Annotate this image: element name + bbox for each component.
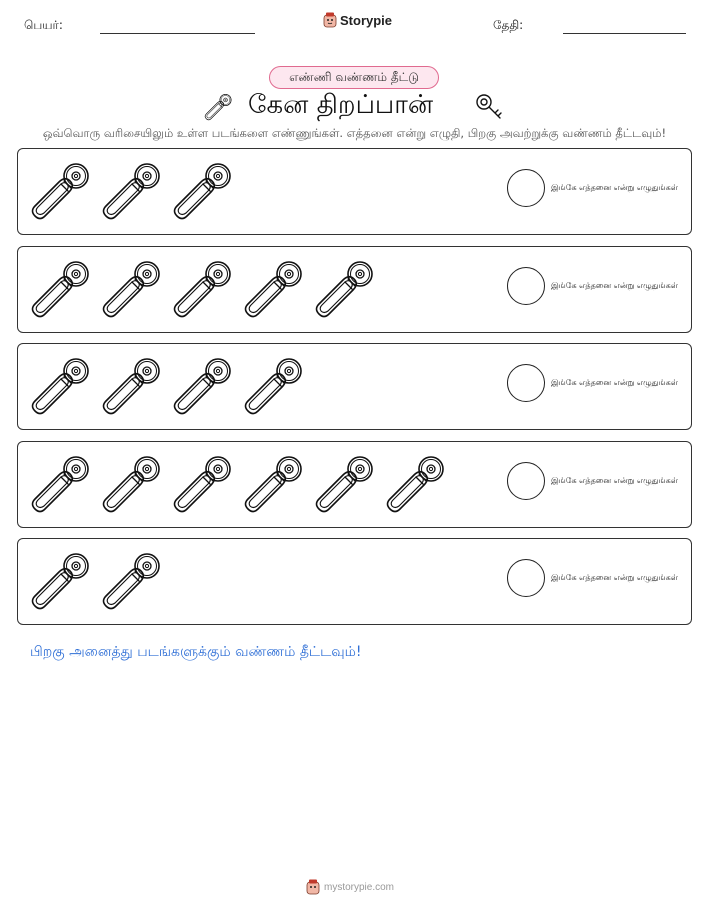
can-opener-icon[interactable] <box>241 354 305 418</box>
row-pictures <box>28 354 312 420</box>
name-field-line[interactable] <box>100 33 255 34</box>
can-opener-icon[interactable] <box>28 159 92 223</box>
counting-row <box>17 343 692 430</box>
answer-circle[interactable] <box>507 267 545 305</box>
can-opener-icon[interactable] <box>99 354 163 418</box>
title-row <box>0 88 709 124</box>
worksheet-header <box>0 0 709 50</box>
can-opener-icon[interactable] <box>241 257 305 321</box>
footer-note: பிறகு அனைத்து படங்களுக்கும் வண்ணம் தீட்டவும்! <box>30 644 362 660</box>
answer-circle[interactable] <box>507 559 545 597</box>
answer-circle[interactable] <box>507 462 545 500</box>
can-opener-icon[interactable] <box>170 354 234 418</box>
key-icon <box>474 92 504 122</box>
site-url: mystorypie.com <box>324 881 395 893</box>
write-count-label: இங்கே எத்தனை என்று எழுதுங்கள் <box>551 378 678 387</box>
storypie-mascot-icon <box>306 879 320 895</box>
counting-row <box>17 538 692 625</box>
counting-row <box>17 441 692 528</box>
can-opener-icon[interactable] <box>170 452 234 516</box>
can-opener-icon[interactable] <box>28 452 92 516</box>
can-opener-icon[interactable] <box>28 354 92 418</box>
write-count-label: இங்கே எத்தனை என்று எழுதுங்கள் <box>551 573 678 582</box>
can-opener-icon[interactable] <box>312 452 376 516</box>
can-opener-icon[interactable] <box>170 257 234 321</box>
answer-circle[interactable] <box>507 364 545 402</box>
row-pictures <box>28 452 454 518</box>
site-footer <box>306 879 394 895</box>
write-count-label: இங்கே எத்தனை என்று எழுதுங்கள் <box>551 280 678 290</box>
can-opener-icon[interactable] <box>99 159 163 223</box>
can-opener-icon[interactable] <box>170 159 234 223</box>
can-opener-icon[interactable] <box>383 452 447 516</box>
row-pictures <box>28 549 170 615</box>
instructions: ஒவ்வொரு வரிசையிலும் உள்ள படங்களை எண்ணுங்கள். எத்தனை என்று எழுதி, பிறகு அவற்றுக்கு வண்ணம் தீட்டவும்! <box>42 126 667 140</box>
page-title: கேன திறப்பான் <box>248 90 434 120</box>
date-field-line[interactable] <box>563 33 686 34</box>
can-opener-icon <box>203 92 233 122</box>
can-opener-icon[interactable] <box>312 257 376 321</box>
counting-row <box>17 246 692 333</box>
row-pictures <box>28 257 383 323</box>
can-opener-icon[interactable] <box>241 452 305 516</box>
name-label: பெயர்: <box>24 18 63 32</box>
activity-badge: எண்ணி வண்ணம் தீட்டு <box>269 66 439 89</box>
brand-logo <box>323 12 392 28</box>
brand-name: Storypie <box>340 12 393 28</box>
date-label: தேதி: <box>493 18 524 32</box>
can-opener-icon[interactable] <box>99 257 163 321</box>
can-opener-icon[interactable] <box>28 257 92 321</box>
storypie-mascot-icon <box>323 12 337 28</box>
answer-circle[interactable] <box>507 169 545 207</box>
write-count-label: இங்கே எத்தனை என்று எழுதுங்கள் <box>551 475 678 485</box>
counting-row <box>17 148 692 235</box>
can-opener-icon[interactable] <box>28 549 92 613</box>
write-count-label: இங்கே எத்தனை என்று எழுதுங்கள் <box>551 183 678 192</box>
can-opener-icon[interactable] <box>99 452 163 516</box>
can-opener-icon[interactable] <box>99 549 163 613</box>
row-pictures <box>28 159 241 225</box>
